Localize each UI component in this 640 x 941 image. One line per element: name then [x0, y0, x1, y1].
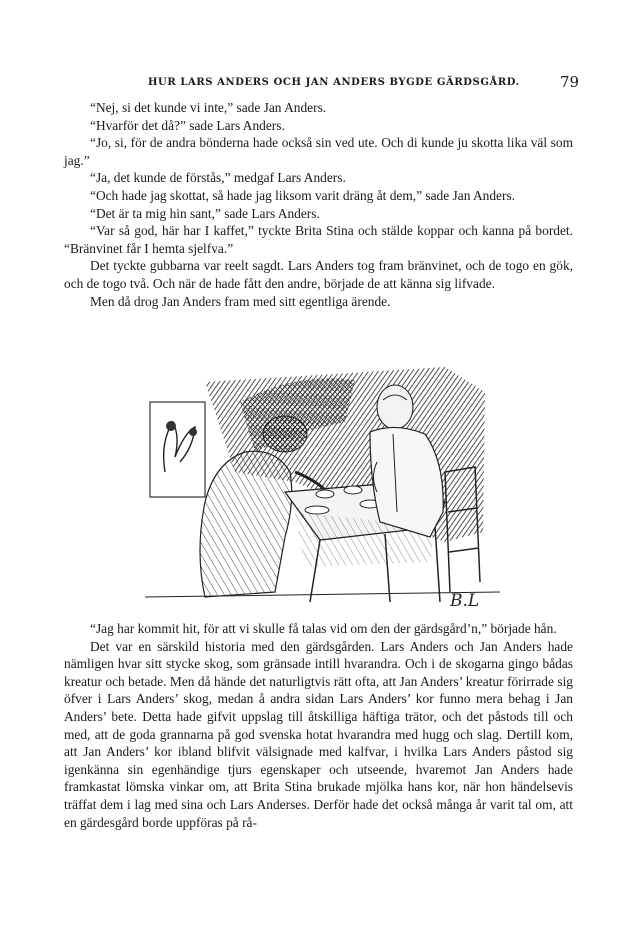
running-title: HUR LARS ANDERS OCH JAN ANDERS BYGDE GÄRDSGÅRD. — [148, 77, 520, 88]
paragraph: Men då drog Jan Anders fram med sitt egentliga ärende. — [90, 293, 391, 309]
paragraph: “Var så god, här har I kaffet,” tyckte Brita Stina och stälde koppar och kanna på bordet. “Bränvinet får I hemta sjelfva.” — [64, 223, 573, 256]
paragraph: Det tyckte gubbarna var reelt sagdt. Lars Anders tog fram bränvinet, och de togo en gök, och de togo två. Och när de hade fått den andre, började de att känna sig lifvade. — [64, 258, 573, 291]
text-block-bottom — [64, 620, 573, 831]
paragraph: “Hvarför det då?” sade Lars Anders. — [90, 117, 285, 133]
artist-signature: B.L — [450, 591, 480, 611]
paragraph: “Nej, si det kunde vi inte,” sade Jan Anders. — [90, 100, 327, 115]
paragraph: “Det är ta mig hin sant,” sade Lars Anders. — [90, 205, 320, 221]
paragraph: “Jo, si, för de andra bönderna hade också sin ved ute. Och di kunde ju skotta lika väl som jag.” — [64, 135, 573, 168]
illustration-two-men-at-table — [145, 362, 500, 612]
right-man-head — [377, 385, 413, 429]
coffee-cup — [316, 490, 334, 498]
text-block-top — [64, 99, 573, 310]
paragraph: “Ja, det kunde de förstås,” medgaf Lars Anders. — [90, 170, 346, 186]
illustration-drawing — [145, 362, 500, 612]
left-man-body — [200, 451, 292, 597]
paragraph: Det var en särskild historia med den gärdsgården. Lars Anders och Jan Anders hade nämligen hvar sitt stycke skog, som gränsade intill hvarandra. Och i de skogarna gingo bådas kreatur och betade. Men då hände det naturligtvis rätt ofta, att Jan Anders’ kreatur förirrade sig öfver i Lars Anders’ skog, medan å andra sidan Lars Anders’ kor funno mera behag i Jan Anders’ bete. Detta hade gifvit uppslag till åtskilliga häftiga trätor, och det påstods till och med, att de goda grannarna på god svenska hotat hvarandra med hugg och slag. Dertill kom, att Jan Anders’ kor ibland blifvit välsignade med kalfvar, i hvilka Lars Anders påstod sig igenkänna sin egenhändige tjurs egenskaper och utseende, hvaremot Jan Anders hade framkastat lömska vinkar om, att Brita Stina brukade mjölka hans kor, när hon händelsevis träffat dem i lag med sina och Lars Anderses. Derför hade det också många år varit tal om, att en gärdesgård borde uppföras på rå- — [64, 638, 573, 830]
page-number: 79 — [560, 73, 580, 91]
paragraph: “Jag har kommit hit, för att vi skulle få talas vid om den der gärdsgård’n,” började hån. — [90, 621, 557, 636]
saucer — [305, 506, 329, 514]
left-man-head — [263, 416, 307, 452]
paragraph: “Och hade jag skottat, så hade jag liksom varit dräng åt dem,” sade Jan Anders. — [90, 187, 516, 203]
coffee-cup — [344, 486, 362, 494]
